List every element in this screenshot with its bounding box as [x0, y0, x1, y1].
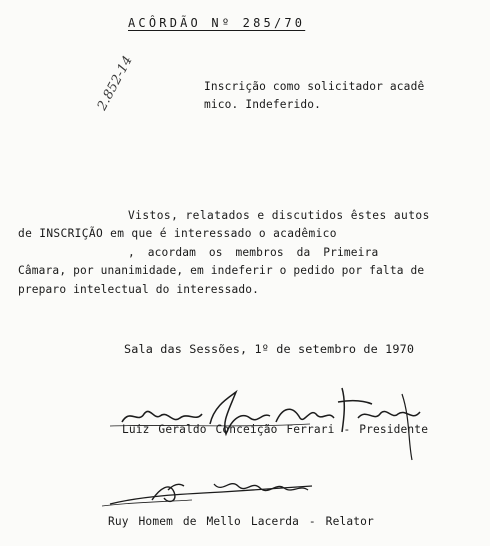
body-line-3: , acordam os membros da Primeira — [128, 246, 379, 259]
margin-note: 2.852-14 — [94, 53, 136, 113]
signatory-relator: Ruy Homem de Mello Lacerda - Relator — [108, 515, 374, 528]
signatory-president: Luiz Geraldo Conceição Ferrari - Presidente — [122, 423, 429, 436]
body-line-5: preparo intelectual do interessado. — [18, 283, 259, 296]
body-line-1: Vistos, relatados e discutidos êstes autos — [128, 209, 430, 222]
subject-line-1: Inscrição como solicitador acadê — [204, 80, 425, 93]
body-line-4: Câmara, por unanimidade, em indeferir o pedido por falta de — [18, 264, 425, 277]
subject-line-2: mico. Indeferido. — [204, 98, 322, 111]
place-date: Sala das Sessões, 1º de setembro de 1970 — [124, 342, 415, 356]
document-title: ACÔRDÃO Nº 285/70 — [128, 16, 306, 30]
body-line-2: de INSCRIÇÃO em que é interessado o acadêmico — [18, 227, 337, 240]
